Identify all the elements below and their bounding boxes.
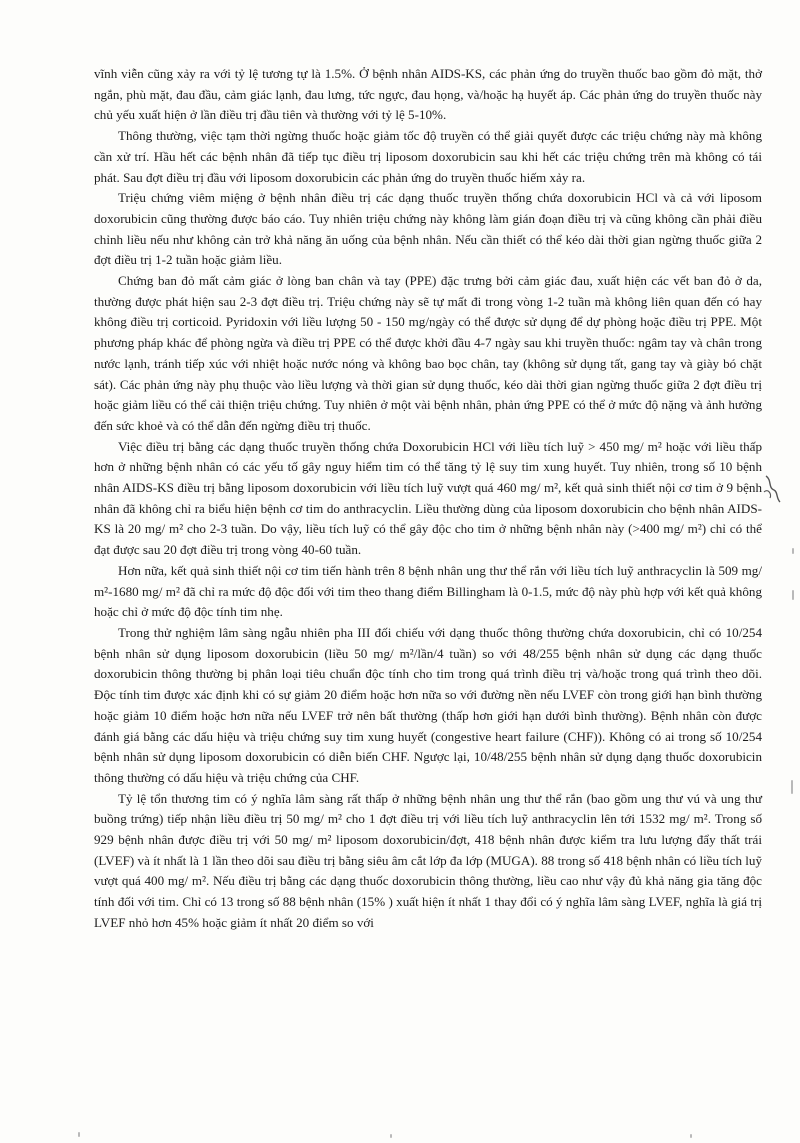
paragraph-infusion-reactions: vĩnh viễn cũng xảy ra với tỷ lệ tương tự là 1.5%. Ở bệnh nhân AIDS-KS, các phản ứng do truyền thuốc bao gồm đỏ mặt, thở ngắn, phù mặt, đau đầu, cảm giác lạnh, đau lưng, tức ngực, đau họng, và/hoặc hạ huyết áp. Các phản ứng do truyền thuốc này chủ yếu xuất hiện ở lần điều trị đầu tiên và thường với tỷ lệ 5-10%. (94, 66, 762, 123)
paragraph-ppe: Chứng ban đỏ mất cảm giác ở lòng ban chân và tay (PPE) đặc trưng bởi cảm giác đau, xuất hiện các vết ban đỏ ở da, thường được phát hiện sau 2-3 đợt điều trị. Triệu chứng này sẽ tự mất đi trong vòng 1-2 tuần mà không liên quan đến có hay không điều trị corticoid. Pyridoxin với liều lượng 50 - 150 mg/ngày có thể được sử dụng để dự phòng hoặc điều trị PPE. Một phương pháp khác để phòng ngừa và điều trị PPE có thể được khởi đầu 4-7 ngày sau khi truyền thuốc: ngâm tay và chân trong nước lạnh, tránh tiếp xúc với nhiệt hoặc nước nóng và không bao bọc chân, tay (không sử dụng tất, gang tay và giày bó chặt sát). Các phản ứng này phụ thuộc vào liều lượng và thời gian sử dụng thuốc, kéo dài thời gian ngừng thuốc giữa 2 đợt điều trị hoặc giảm liều có thể cải thiện triệu chứng. Tuy nhiên ở một vài bệnh nhân, phản ứng PPE có thể ở mức độ nặng và ảnh hưởng đến sức khoẻ và có thể dẫn đến ngừng điều trị thuốc. (94, 273, 762, 433)
scan-speck (690, 1134, 692, 1138)
document-body (94, 64, 762, 934)
scan-speck (792, 548, 794, 554)
scan-speck (390, 1134, 392, 1138)
scan-speck (792, 590, 794, 600)
scan-speck (791, 780, 793, 794)
paragraph-phase-iii-trial: Trong thử nghiệm lâm sàng ngẫu nhiên pha III đối chiếu với dạng thuốc thông thường chứa doxorubicin, chỉ có 10/254 bệnh nhân sử dụng liposom doxorubicin (liều 50 mg/ m²/lần/4 tuần) so với 48/255 bệnh nhân sử dụng các dạng thuốc doxorubicin thông thường bị phân loại tiêu chuẩn độc tính cho tim trong quá trình điều trị và/hoặc trong quá trình theo dõi. Độc tính tim được xác định khi có sự giảm 20 điểm hoặc hơn nữa so với đường nền nếu LVEF còn trong giới hạn bình thường hoặc giảm 10 điểm hoặc hơn nữa nếu LVEF trở nên bất thường (thấp hơn giới hạn dưới bình thường). Bệnh nhân còn được đánh giá bằng các dấu hiệu và triệu chứng suy tim xung huyết (congestive heart failure (CHF)). Không có ai trong số 10/254 bệnh nhân sử dụng liposom doxorubicin có diễn biến CHF. Ngược lại, 10/48/255 bệnh nhân sử dụng dạng thuốc doxorubicin thông thường có dấu hiệu và triệu chứng của CHF. (94, 624, 762, 785)
scan-speck (78, 1132, 80, 1137)
paragraph-infusion-management: Thông thường, việc tạm thời ngừng thuốc hoặc giảm tốc độ truyền có thể giải quyết được các triệu chứng này mà không cần xử trí. Hầu hết các bệnh nhân đã tiếp tục điều trị liposom doxorubicin sau khi hết các triệu chứng trên mà không có tái phát. Sau đợt điều trị đầu với liposom doxorubicin các phản ứng do truyền thuốc hiếm xảy ra. (94, 128, 762, 185)
paragraph-solid-tumor-cardiac-damage: Tỷ lệ tổn thương tim có ý nghĩa lâm sàng rất thấp ở những bệnh nhân ung thư thể rắn (bao gồm ung thư vú và ung thư buồng trứng) tiếp nhận liều điều trị 50 mg/ m² cho 1 đợt điều trị với liều tích luỹ anthracyclin lên tới 1532 mg/ m². Trong số 929 bệnh nhân được điều trị với 50 mg/ m² liposom doxorubicin/đợt, 418 bệnh nhân được kiểm tra lưu lượng đẩy thất trái (LVEF) và ít nhất là 1 lần theo dõi sau điều trị bằng siêu âm cắt lớp đa lớp (MUGA). 88 trong số 418 bệnh nhân có liều tích luỹ vượt quá 400 mg/ m². Nếu điều trị bằng các dạng thuốc doxorubicin thông thường, liều cao như vậy đủ khả năng gia tăng độc tính đối với tim. Chỉ có 13 trong số 88 bệnh nhân (15% ) xuất hiện ít nhất 1 thay đổi có ý nghĩa lâm sàng LVEF, nghĩa là giá trị LVEF nhỏ hơn 45% hoặc giảm ít nhất 20 điểm so với (94, 790, 762, 930)
paragraph-stomatitis: Triệu chứng viêm miệng ở bệnh nhân điều trị các dạng thuốc truyền thống chứa doxorubicin HCl và cả với liposom doxorubicin cũng thường được báo cáo. Tuy nhiên triệu chứng này không làm gián đoạn điều trị và cũng không cần phải điều chỉnh liều nếu như không cản trở khả năng ăn uống của bệnh nhân. Nếu cần thiết có thể kéo dài thời gian ngừng thuốc giữa 2 đợt điều trị 1-2 tuần hoặc giảm liều. (94, 190, 762, 268)
paragraph-biopsy-results: Hơn nữa, kết quả sinh thiết nội cơ tim tiến hành trên 8 bệnh nhân ung thư thể rắn với liều tích luỹ anthracyclin là 509 mg/ m²-1680 mg/ m² đã chỉ ra mức độ độc đối với tim theo thang điểm Billingham là 0-1.5, mức độ này phù hợp với kết quả không hoặc chỉ ở mức độ độc tính tim nhẹ. (94, 562, 762, 620)
handwritten-margin-mark-icon (760, 470, 784, 506)
paragraph-cardiotoxicity-cumulative-dose: Việc điều trị bằng các dạng thuốc truyền thống chứa Doxorubicin HCl với liều tích luỹ > 450 mg/ m² hoặc với liều thấp hơn ở những bệnh nhân có các yếu tố gây nguy hiểm tim có thể tăng tỷ lệ suy tim xung huyết. Tuy nhiên, trong số 10 bệnh nhân AIDS-KS điều trị bằng liposom doxorubicin với liều tích luỹ vượt quá 460 mg/ m², kết quả sinh thiết nội cơ tim ở 9 bệnh nhân đã không chỉ ra biểu hiện bệnh cơ tim do anthracyclin. Liều thường dùng của liposom doxorubicin cho bệnh nhân AIDS-KS là 20 mg/ m² cho 2-3 tuần. Do vậy, liều tích luỹ có thể gây độc cho tim ở những bệnh nhân này (>400 mg/ m²) chỉ có thể đạt được sau 20 đợt điều trị trong vòng 40-60 tuần. (94, 438, 762, 558)
